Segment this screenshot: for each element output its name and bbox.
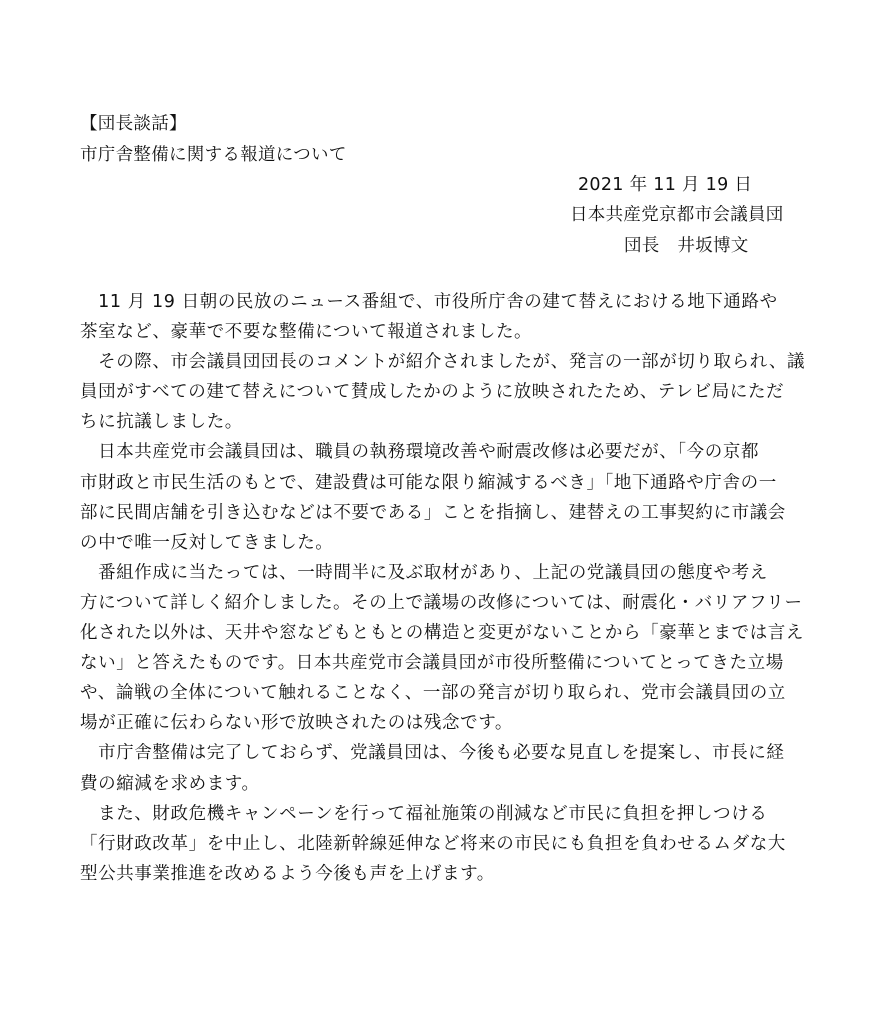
body-line: 市庁舎整備は完了しておらず、党議員団は、今後も必要な見直しを提案し、市長に経 xyxy=(80,743,785,764)
body-line: 市財政と市民生活のもとで、建設費は可能な限り縮減するべき」「地下通路や庁舎の一 xyxy=(80,472,777,493)
body-line: ちに抗議しました。 xyxy=(80,412,243,433)
statement-title: 市庁舎整備に関する報道について xyxy=(80,145,347,165)
body-line: 茶室など、豪華で不要な整備について報道されました。 xyxy=(80,322,533,343)
body-line: その際、市会議員団団長のコメントが紹介されましたが、発言の一部が切り取られ、議 xyxy=(80,352,806,373)
body-line: 「行財政改革」を中止し、北陸新幹線延伸など将来の市民にも負担を負わせるムダな大 xyxy=(80,833,786,854)
body-line: 日本共産党市会議員団は、職員の執務環境改善や耐震改修は必要だが、「今の京都 xyxy=(80,442,760,463)
body-line: 員団がすべての建て替えについて賛成したかのように放映されたため、テレビ局にただ xyxy=(80,382,785,403)
organization-name: 日本共産党京都市会議員団 xyxy=(570,205,784,225)
statement-date: 2021 年 11 月 19 日 xyxy=(578,175,753,195)
signer-name: 団長 井坂博文 xyxy=(624,236,749,256)
statement-tag: 【団長談話】 xyxy=(80,114,187,134)
body-line: 場が正確に伝わらない形で放映されたのは残念です。 xyxy=(80,713,513,734)
body-line: 部に民間店舗を引き込むなどは不要である」ことを指摘し、建替えの工事契約に市議会 xyxy=(80,502,786,523)
body-line: の中で唯一反対してきました。 xyxy=(80,532,334,553)
body-line: ない」と答えたものです。日本共産党市会議員団が市役所整備についてとってきた立場 xyxy=(80,653,784,674)
body-line: や、論戦の全体について触れることなく、一部の発言が切り取られ、党市会議員団の立 xyxy=(80,683,786,704)
body-line: 方について詳しく紹介しました。その上で議場の改修については、耐震化・バリアフリー xyxy=(80,592,803,613)
body-line: 番組作成に当たっては、一時間半に及ぶ取材があり、上記の党議員団の態度や考え xyxy=(80,562,768,583)
body-line: 費の縮減を求めます。 xyxy=(80,773,260,794)
body-line: 化された以外は、天井や窓などもともとの構造と変更がないことから「豪華とまでは言え xyxy=(80,623,804,644)
statement-body xyxy=(80,287,806,889)
body-line: 11 月 19 日朝の民放のニュース番組で、市役所庁舎の建て替えにおける地下通路や xyxy=(80,292,778,312)
body-line: 型公共事業推進を改めるよう今後も声を上げます。 xyxy=(80,863,495,884)
body-line: また、財政危機キャンペーンを行って福祉施策の削減など市民に負担を押しつける xyxy=(80,803,768,824)
